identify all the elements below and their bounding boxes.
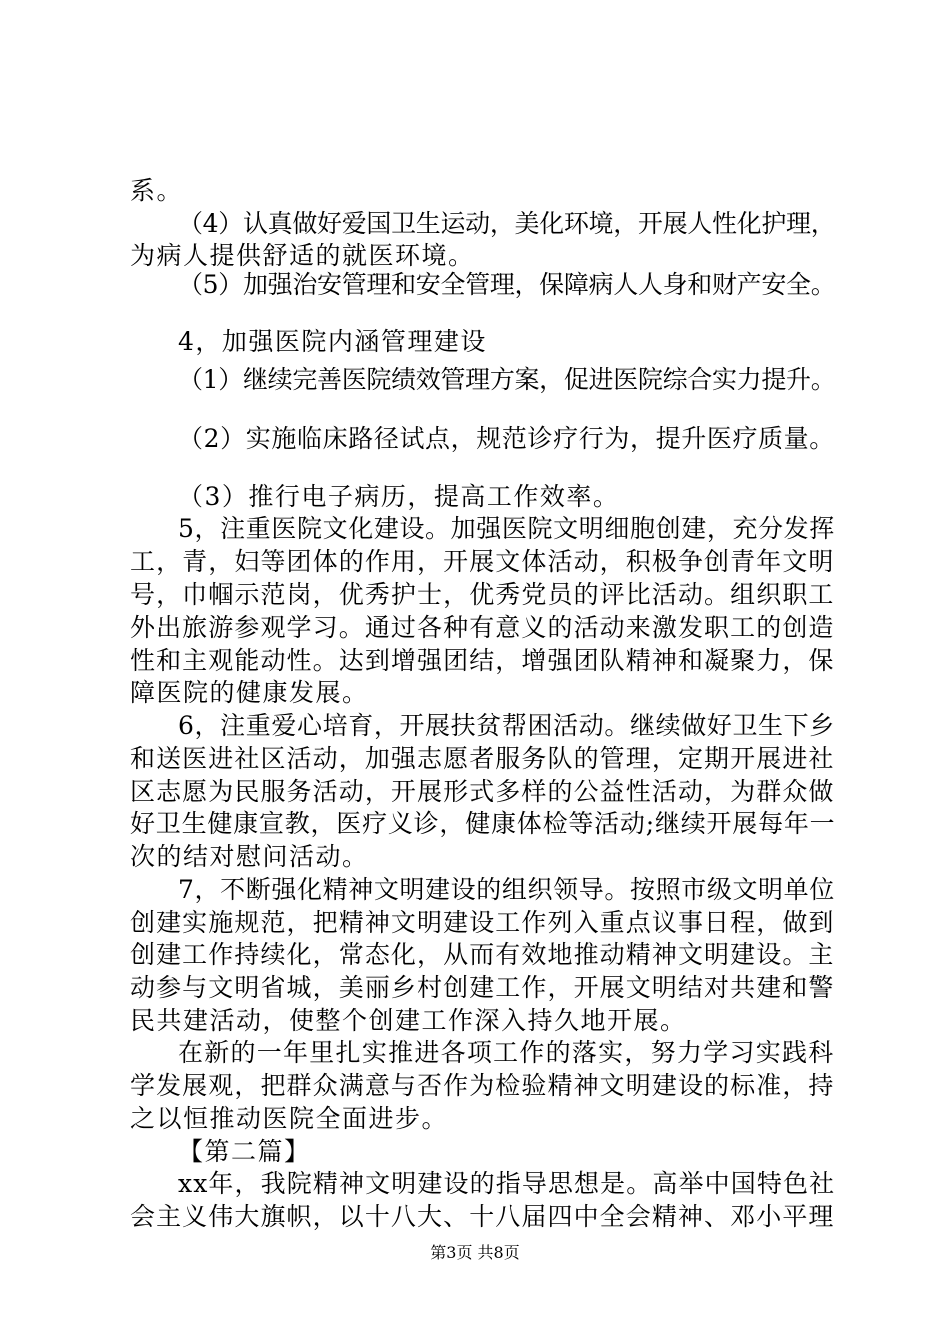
section-heading: 【第二篇】 [178, 1137, 311, 1166]
text-line: 好卫生健康宣教，医疗义诊，健康体检等活动;继续开展每年一 [130, 809, 836, 838]
text-line: 会主义伟大旗帜，以十八大、十八届四中全会精神、邓小平理 [130, 1202, 835, 1231]
page-number: 第3页 共8页 [430, 1243, 520, 1262]
text-line: （2）实施临床路径试点，规范诊疗行为，提升医疗质量。 [178, 424, 835, 453]
text-line: 区志愿为民服务活动，开展形式多样的公益性活动，为群众做 [130, 777, 835, 806]
text-line: （5）加强治安管理和安全管理，保障病人人身和财产安全。 [178, 270, 836, 299]
text-line: （1）继续完善医院绩效管理方案，促进医院综合实力提升。 [178, 365, 836, 394]
paragraph-start: xx年，我院精神文明建设的指导思想是。高举中国特色社 [178, 1169, 836, 1198]
text-line: 民共建活动，使整个创建工作深入持久地开展。 [130, 1006, 687, 1035]
text-line: （4）认真做好爱国卫生运动，美化环境，开展人性化护理， [178, 209, 836, 238]
text-line: 创建实施规范，把精神文明建设工作列入重点议事日程，做到 [130, 908, 835, 937]
text-line: 为病人提供舒适的就医环境。 [130, 241, 475, 270]
text-line: 次的结对慰问活动。 [130, 842, 369, 871]
text-line: 号，巾帼示范岗，优秀护士，优秀党员的评比活动。组织职工 [130, 580, 835, 609]
text-line: 和送医进社区活动，加强志愿者服务队的管理，定期开展进社 [130, 744, 835, 773]
text-line: 之以恒推动医院全面进步。 [130, 1104, 449, 1133]
paragraph-start: 5，注重医院文化建设。加强医院文明细胞创建，充分发挥 [178, 514, 835, 543]
text-line: 外出旅游参观学习。通过各种有意义的活动来激发职工的创造 [130, 613, 835, 642]
paragraph-start: 7，不断强化精神文明建设的组织领导。按照市级文明单位 [178, 875, 835, 904]
text-line: 学发展观，把群众满意与否作为检验精神文明建设的标准，持 [130, 1071, 835, 1100]
text-line: 动参与文明省城，美丽乡村创建工作，开展文明结对共建和警 [130, 973, 835, 1002]
text-line: （3）推行电子病历，提高工作效率。 [178, 482, 620, 511]
text-line: 创建工作持续化，常态化，从而有效地推动精神文明建设。主 [130, 940, 835, 969]
paragraph-start: 在新的一年里扎实推进各项工作的落实，努力学习实践科 [178, 1038, 835, 1067]
section-heading: 4，加强医院内涵管理建设 [178, 327, 487, 356]
text-line: 性和主观能动性。达到增强团结，增强团队精神和凝聚力，保 [130, 646, 835, 675]
text-line: 系。 [130, 176, 184, 205]
text-line: 障医院的健康发展。 [130, 678, 369, 707]
paragraph-start: 6，注重爱心培育，开展扶贫帮困活动。继续做好卫生下乡 [178, 711, 835, 740]
text-line: 工，青，妇等团体的作用，开展文体活动，积极争创青年文明 [130, 547, 835, 576]
